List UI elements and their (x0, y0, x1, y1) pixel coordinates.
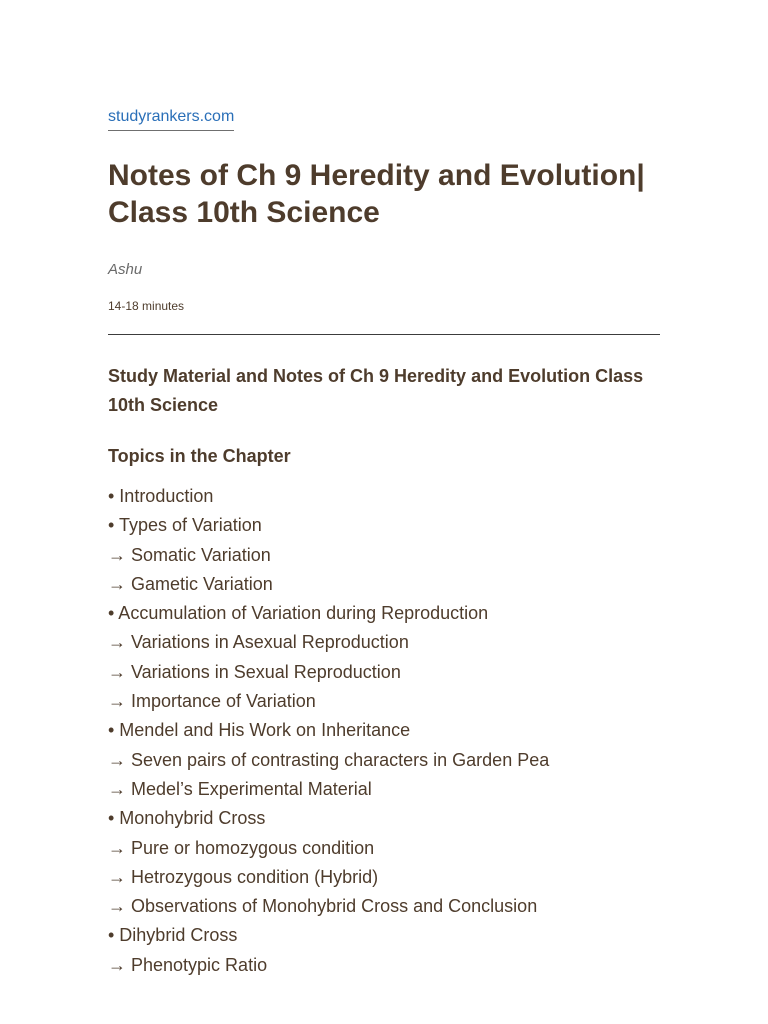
topic-item: • Mendel and His Work on Inheritance (108, 720, 411, 741)
intro-paragraph: Study Material and Notes of Ch 9 Heredity and Evolution Class 10th Science (108, 366, 644, 415)
topic-item: • Dihybrid Cross (108, 925, 238, 946)
topic-item: → Variations in Asexual Reproduction (108, 632, 409, 653)
topic-item: → Importance of Variation (108, 691, 316, 712)
topic-item: → Medel’s Experimental Material (108, 778, 372, 799)
topics-list (108, 482, 549, 980)
article-title: Notes of Ch 9 Heredity and Evolution| Class 10th Science (108, 159, 645, 229)
article-author: Ashu (108, 261, 143, 278)
topic-item: → Variations in Sexual Reproduction (108, 661, 401, 682)
topic-item: → Phenotypic Ratio (108, 954, 268, 975)
header-divider (108, 334, 660, 335)
topic-item: → Somatic Variation (108, 544, 271, 565)
read-time: 14-18 minutes (108, 299, 185, 313)
topic-item: • Introduction (108, 486, 214, 506)
topic-item: → Observations of Monohybrid Cross and Conclusion (108, 896, 538, 917)
topic-item: → Gametic Variation (108, 573, 273, 594)
topic-item: • Monohybrid Cross (108, 808, 266, 829)
topic-item: → Seven pairs of contrasting characters in Garden Pea (108, 749, 550, 770)
topic-item: • Accumulation of Variation during Reproduction (108, 603, 489, 624)
source-link[interactable]: studyrankers.com (108, 107, 234, 131)
topics-heading: Topics in the Chapter (108, 446, 291, 466)
topic-item: → Pure or homozygous condition (108, 837, 375, 858)
topic-item: → Hetrozygous condition (Hybrid) (108, 866, 379, 887)
topic-item: • Types of Variation (108, 515, 262, 536)
